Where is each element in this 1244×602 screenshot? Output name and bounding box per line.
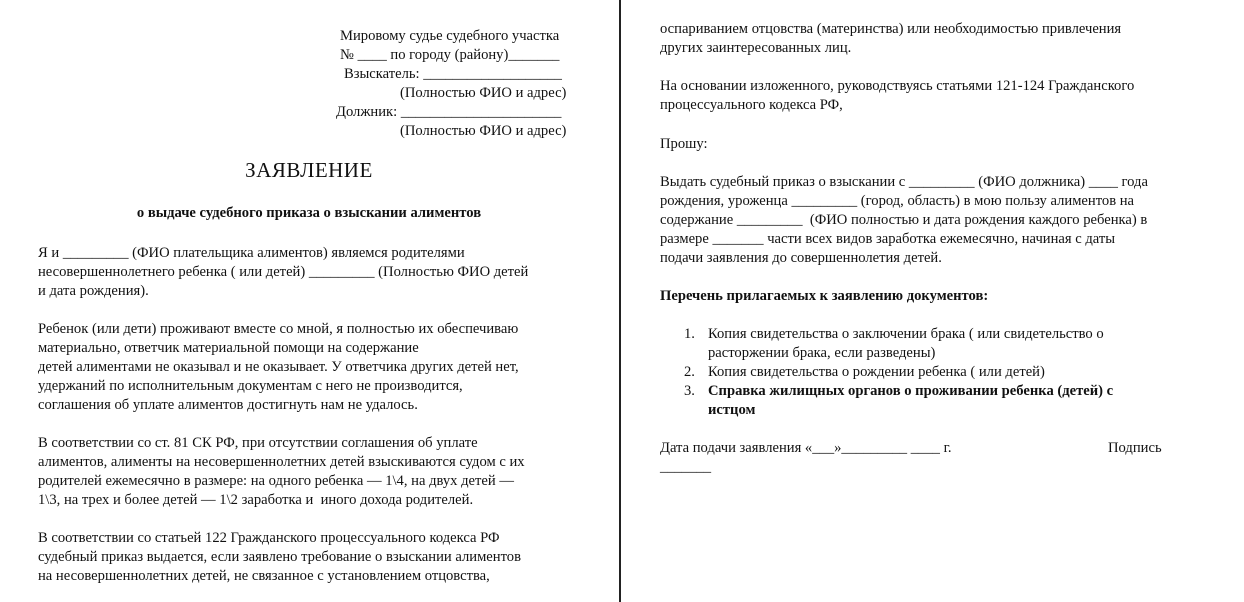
- document-title: ЗАЯВЛЕНИЕ: [245, 158, 373, 182]
- header-line: Мировому судье судебного участка: [340, 28, 560, 44]
- paragraph-line: алиментов, алименты на несовершеннолетних детей взыскиваются судом с их: [38, 454, 525, 470]
- paragraph-line: Ребенок (или дети) проживают вместе со мной, я полностью их обеспечиваю: [38, 321, 519, 337]
- header-line: (Полностью ФИО и адрес): [400, 123, 567, 139]
- paragraph-line: несовершеннолетнего ребенка ( или детей) _________ (Полностью ФИО детей: [38, 264, 529, 280]
- paragraph-line: соглашения об уплате алиментов достигнуть нам не удалось.: [38, 397, 418, 413]
- paragraph-line: и дата рождения).: [38, 283, 149, 299]
- paragraph-line: родителей ежемесячно в размере: на одного ребенка — 1\4, на двух детей —: [38, 473, 514, 489]
- paragraph-line: материально, ответчик материальной помощи на содержание: [38, 340, 419, 356]
- page-divider: [619, 0, 621, 602]
- paragraph-line: содержание _________ (ФИО полностью и дата рождения каждого ребенка) в: [660, 212, 1148, 228]
- paragraph-line: на несовершеннолетних детей, не связанное с установлением отцовства,: [38, 568, 490, 584]
- paragraph-line: рождения, уроженца _________ (город, область) в мою пользу алиментов на: [660, 193, 1135, 209]
- right-page: [622, 0, 1244, 602]
- date-line: Дата подачи заявления «___»_________ ____ г.: [660, 440, 952, 456]
- paragraph-line: удержаний по исполнительным документам с него не производится,: [38, 378, 463, 394]
- header-line: Взыскатель: ___________________: [344, 66, 562, 82]
- paragraph-line: В соответствии со ст. 81 СК РФ, при отсутствии соглашения об уплате: [38, 435, 478, 451]
- list-item-line: Копия свидетельства о рождении ребенка ( или детей): [708, 364, 1045, 380]
- header-line: Должник: ______________________: [336, 104, 562, 120]
- list-item-line: Копия свидетельства о заключении брака ( или свидетельство о: [708, 326, 1104, 342]
- signature-blank: _______: [660, 459, 712, 475]
- header-line: (Полностью ФИО и адрес): [400, 85, 567, 101]
- paragraph-line: 1\3, на трех и более детей — 1\2 заработка и иного дохода родителей.: [38, 492, 474, 508]
- attachments-heading: Перечень прилагаемых к заявлению документов:: [660, 288, 989, 304]
- list-number: 3.: [684, 383, 695, 399]
- paragraph-line: Я и _________ (ФИО плательщика алиментов) являемся родителями: [38, 245, 465, 261]
- paragraph-line: процессуального кодекса РФ,: [660, 97, 843, 113]
- left-page: [0, 0, 618, 602]
- document-subtitle: о выдаче судебного приказа о взыскании алиментов: [136, 205, 482, 221]
- paragraph-line: размере _______ части всех видов заработка ежемесячно, начиная с даты: [660, 231, 1116, 247]
- paragraph-line: оспариванием отцовства (материнства) или необходимостью привлечения: [660, 21, 1122, 37]
- list-item-line: истцом: [708, 402, 756, 418]
- request-label: Прошу:: [660, 136, 708, 152]
- list-number: 1.: [684, 326, 695, 342]
- signature-label: Подпись: [1108, 440, 1162, 456]
- paragraph-line: Выдать судебный приказ о взыскании с _________ (ФИО должника) ____ года: [660, 174, 1148, 190]
- list-number: 2.: [684, 364, 695, 380]
- paragraph-line: детей алиментами не оказывал и не оказывает. У ответчика других детей нет,: [38, 359, 519, 375]
- paragraph-line: На основании изложенного, руководствуясь статьями 121-124 Гражданского: [660, 78, 1135, 94]
- paragraph-line: подачи заявления до совершеннолетия детей.: [660, 250, 942, 266]
- header-line: № ____ по городу (району)_______: [340, 47, 560, 63]
- paragraph-line: судебный приказ выдается, если заявлено требование о взыскании алиментов: [38, 549, 521, 565]
- paragraph-line: В соответствии со статьей 122 Гражданского процессуального кодекса РФ: [38, 530, 500, 546]
- list-item-line: расторжении брака, если разведены): [708, 345, 936, 361]
- paragraph-line: других заинтересованных лиц.: [660, 40, 852, 56]
- list-item-line: Справка жилищных органов о проживании ребенка (детей) с: [708, 383, 1114, 399]
